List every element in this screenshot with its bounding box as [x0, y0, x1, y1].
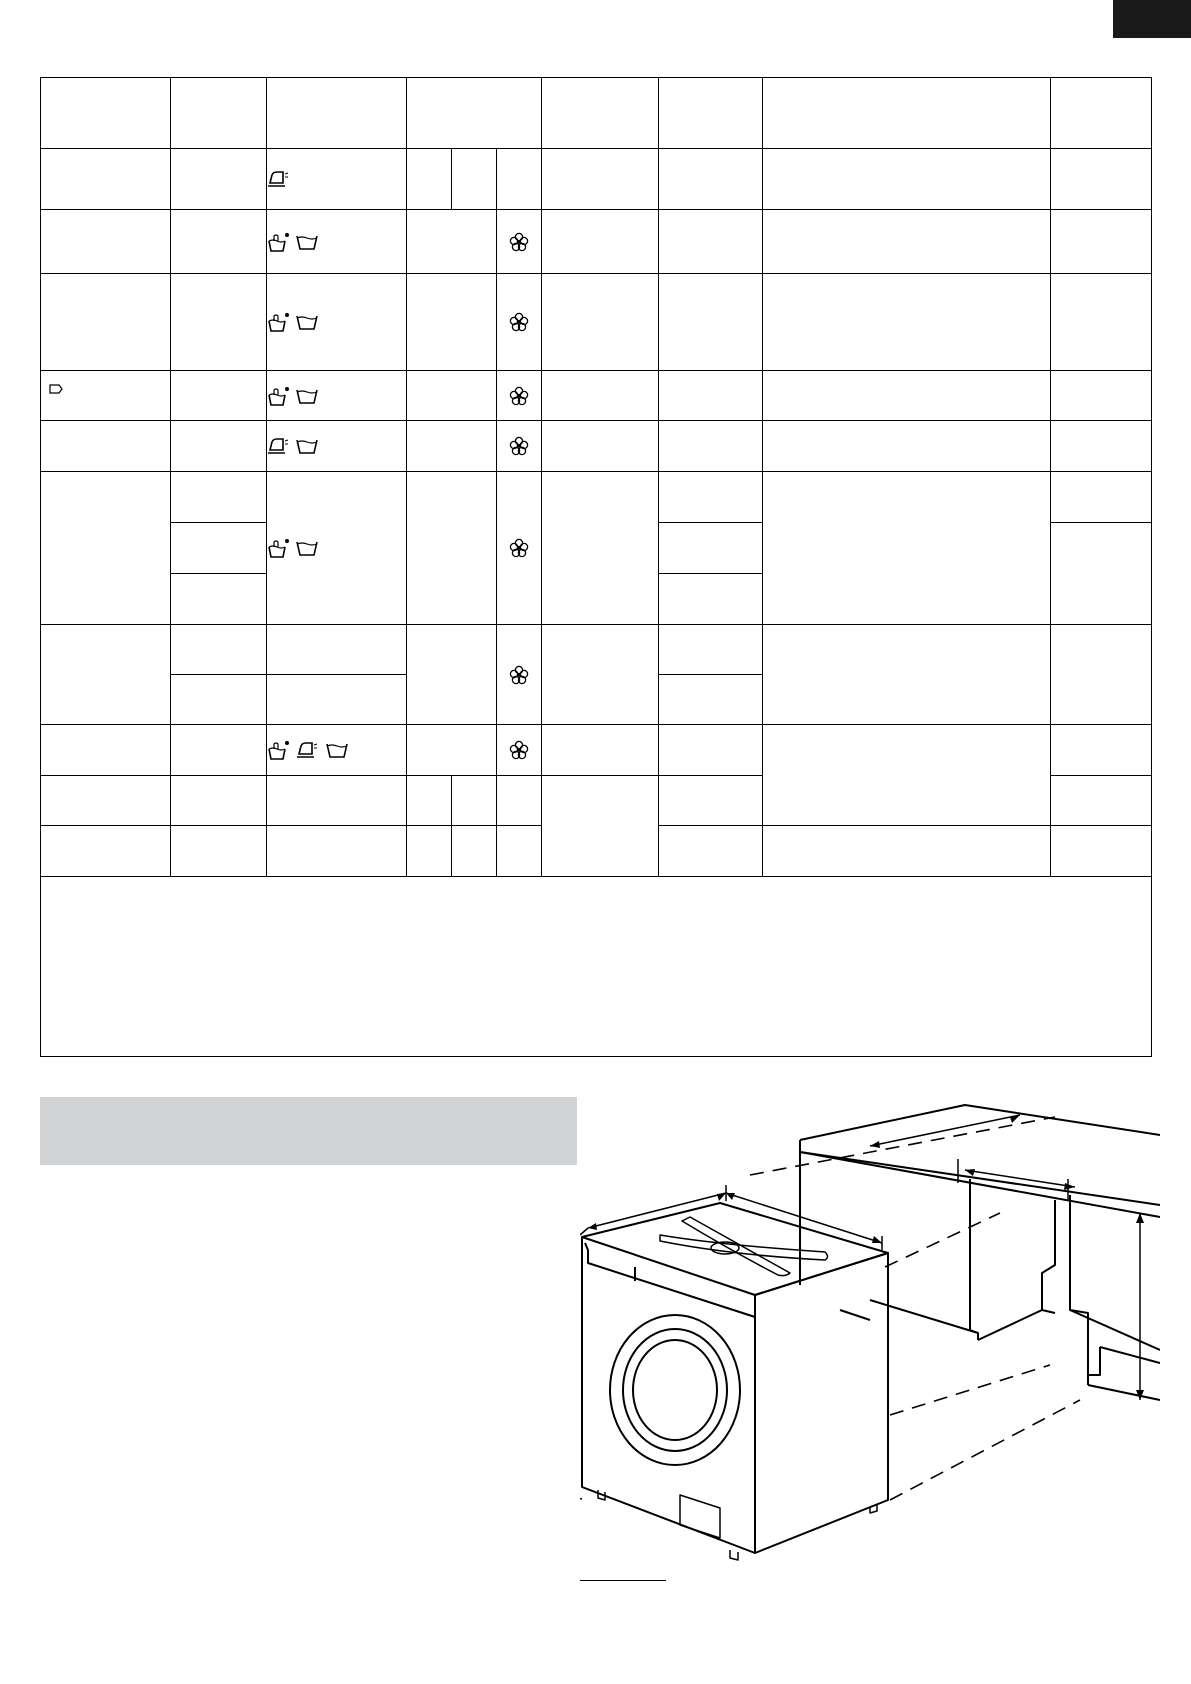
table-cell — [171, 574, 267, 625]
symbol-cell — [267, 371, 407, 421]
table-cell — [542, 149, 659, 210]
header-cell — [267, 78, 407, 149]
table-cell — [659, 725, 763, 776]
table-cell — [267, 625, 407, 675]
table-cell — [659, 826, 763, 877]
tub-hand-icon — [267, 232, 289, 252]
table-cell — [1051, 725, 1152, 776]
header-cell — [407, 78, 542, 149]
table-cell — [1051, 149, 1152, 210]
table-row — [41, 421, 1152, 472]
table-cell — [41, 472, 171, 625]
iron-steam-icon — [296, 740, 318, 760]
table-cell — [659, 523, 763, 574]
table-cell — [267, 826, 407, 877]
table-cell — [542, 725, 659, 776]
table-cell — [41, 826, 171, 877]
flower-icon — [509, 665, 529, 685]
flower-icon — [509, 740, 529, 760]
washer-side — [755, 1253, 888, 1553]
flower-icon — [509, 232, 529, 252]
table-cell — [171, 625, 267, 675]
table-cell — [1051, 625, 1152, 725]
tub-icon — [296, 386, 318, 406]
symbol-cell — [267, 274, 407, 371]
table-cell — [1051, 523, 1152, 625]
table-row — [41, 472, 1152, 523]
table-cell — [659, 210, 763, 274]
table-cell — [452, 826, 497, 877]
table-cell — [407, 625, 497, 725]
table-cell — [407, 472, 497, 625]
table-cell — [659, 274, 763, 371]
table-cell — [763, 725, 1051, 826]
table-cell — [171, 725, 267, 776]
table-cell — [407, 826, 452, 877]
table-row — [41, 625, 1152, 675]
table-cell — [763, 421, 1051, 472]
table-cell — [267, 776, 407, 826]
flower-cell — [497, 725, 542, 776]
table-cell — [497, 776, 542, 826]
table-cell — [659, 371, 763, 421]
table-cell — [407, 210, 497, 274]
section-title-panel — [40, 1097, 577, 1165]
table-cell — [763, 210, 1051, 274]
flower-icon — [509, 436, 529, 456]
table-cell — [171, 826, 267, 877]
flower-cell — [497, 274, 542, 371]
symbol-cell — [267, 472, 407, 625]
symbol-cell — [267, 725, 407, 776]
table-cell — [659, 675, 763, 725]
table-cell — [267, 675, 407, 725]
table-cell — [41, 625, 171, 725]
tub-icon — [296, 312, 318, 332]
symbol-cell — [267, 149, 407, 210]
tub-hand-icon — [267, 538, 289, 558]
table-cell — [171, 776, 267, 826]
countertop — [800, 1105, 1160, 1140]
table-cell — [452, 149, 497, 210]
header-cell — [171, 78, 267, 149]
header-cell — [763, 78, 1051, 149]
figure-caption-rule — [580, 1580, 666, 1581]
table-cell — [763, 371, 1051, 421]
flower-cell — [497, 472, 542, 625]
notes-row — [41, 877, 1152, 1057]
header-cell — [1051, 78, 1152, 149]
flower-icon — [509, 312, 529, 332]
tub-icon — [296, 436, 318, 456]
wash-program-table — [40, 77, 1152, 1057]
table-row — [41, 210, 1152, 274]
flower-cell — [497, 625, 542, 725]
table-cell — [659, 149, 763, 210]
washer-front — [582, 1237, 755, 1553]
table-cell — [407, 371, 497, 421]
table-cell — [763, 826, 1051, 877]
table-cell — [41, 210, 171, 274]
table-cell — [763, 625, 1051, 725]
table-cell — [542, 776, 659, 877]
iron-steam-icon — [267, 436, 289, 456]
table-cell — [1051, 826, 1152, 877]
table-cell — [659, 421, 763, 472]
iron-steam-icon — [267, 169, 289, 189]
table-row — [41, 725, 1152, 776]
flower-icon — [509, 538, 529, 558]
table-cell — [497, 149, 542, 210]
washer-door — [610, 1315, 740, 1465]
table-cell — [407, 421, 497, 472]
table-cell — [542, 274, 659, 371]
table-cell — [1051, 472, 1152, 523]
table-cell — [542, 371, 659, 421]
symbol-cell — [267, 421, 407, 472]
header-cell — [542, 78, 659, 149]
table-cell — [407, 274, 497, 371]
table-cell — [1051, 371, 1152, 421]
table-cell — [542, 625, 659, 725]
table-cell — [171, 149, 267, 210]
table-cell — [407, 725, 497, 776]
table-cell — [1051, 421, 1152, 472]
table-cell — [763, 274, 1051, 371]
tub-icon — [326, 740, 348, 760]
flower-cell — [497, 421, 542, 472]
table-cell — [171, 421, 267, 472]
table-cell — [171, 371, 267, 421]
table-cell — [452, 776, 497, 826]
table-cell — [171, 472, 267, 523]
table-cell — [407, 776, 452, 826]
table-cell — [41, 776, 171, 826]
tag-icon — [49, 384, 63, 394]
tub-icon — [296, 538, 318, 558]
cabinet-right-panel — [1070, 1195, 1088, 1385]
table-cell — [659, 472, 763, 523]
tub-icon — [296, 232, 318, 252]
table-row — [41, 371, 1152, 421]
table-cell — [407, 149, 452, 210]
table-row — [41, 149, 1152, 210]
table-cell — [542, 421, 659, 472]
table-cell — [171, 675, 267, 725]
flower-cell — [497, 371, 542, 421]
table-cell — [659, 574, 763, 625]
notes-cell — [41, 877, 1152, 1057]
header-cell — [659, 78, 763, 149]
table-cell — [659, 776, 763, 826]
washer-top — [582, 1203, 888, 1295]
table-cell — [41, 149, 171, 210]
table-cell — [763, 472, 1051, 625]
filter-panel — [680, 1495, 720, 1538]
symbol-cell — [267, 210, 407, 274]
table-cell — [497, 826, 542, 877]
table-cell — [659, 625, 763, 675]
page-corner-tab — [1113, 0, 1191, 38]
table-cell — [41, 725, 171, 776]
table-cell — [1051, 210, 1152, 274]
table-cell — [171, 523, 267, 574]
table-cell — [1051, 274, 1152, 371]
table-cell — [542, 210, 659, 274]
table-cell — [171, 210, 267, 274]
table-cell — [41, 371, 171, 421]
table-cell — [542, 472, 659, 625]
tub-hand-icon — [267, 312, 289, 332]
tub-hand-icon — [267, 386, 289, 406]
table-row — [41, 274, 1152, 371]
width-dimension-arrow — [588, 1193, 726, 1228]
table-cell — [1051, 776, 1152, 826]
header-cell — [41, 78, 171, 149]
table-cell — [41, 421, 171, 472]
table-cell — [41, 274, 171, 371]
tub-hand-icon — [267, 740, 289, 760]
table-cell — [763, 149, 1051, 210]
washing-machine-installation-drawing — [580, 1095, 1160, 1575]
table-header-row — [41, 78, 1152, 149]
flower-cell — [497, 210, 542, 274]
flower-icon — [509, 386, 529, 406]
table-cell — [171, 274, 267, 371]
